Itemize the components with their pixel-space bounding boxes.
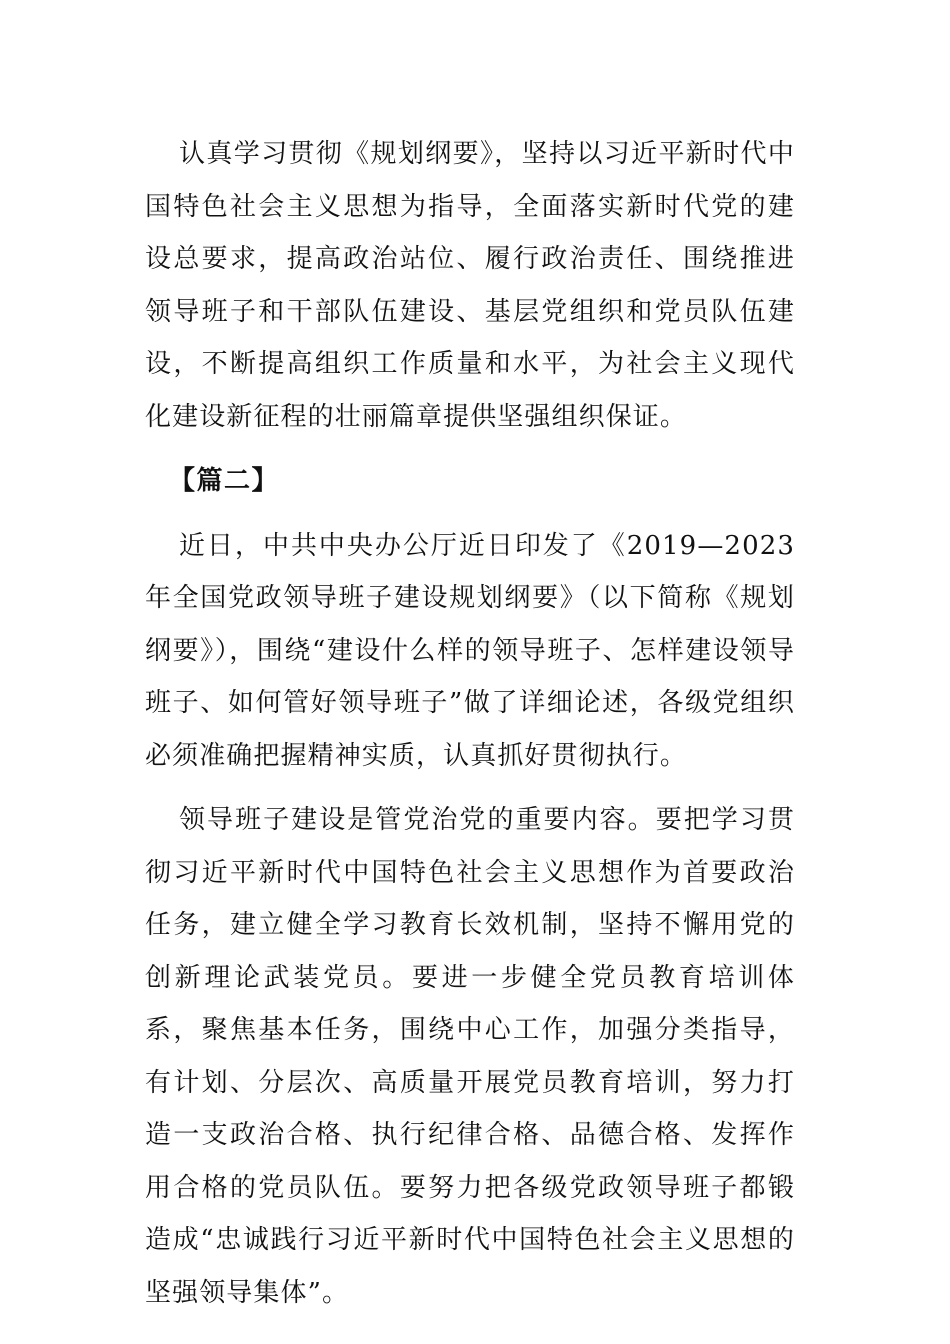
paragraph-2: 近日，中共中央办公厅近日印发了《2019—2023年全国党政领导班子建设规划纲要》（以下简称《规划纲要》），围绕“建设什么样的领导班子、怎样建设领导班子、如何管好领导班子”做了详细论述，各级党组织必须准确把握精神实质，认真抓好贯彻执行。 [145, 530, 795, 771]
paragraph-3: 领导班子建设是管党治党的重要内容。要把学习贯彻习近平新时代中国特色社会主义思想作为首要政治任务，建立健全学习教育长效机制，坚持不懈用党的创新理论武装党员。要进一步健全党员教育培训体系，聚焦基本任务，围绕中心工作，加强分类指导，有计划、分层次、高质量开展党员教育培训，努力打造一支政治合格、执行纪律合格、品德合格、发挥作用合格的党员队伍。要努力把各级党政领导班子都锻造成“忠诚践行习近平新时代中国特色社会主义思想的坚强领导集体”。 [145, 805, 795, 1308]
paragraph-1: 认真学习贯彻《规划纲要》，坚持以习近平新时代中国特色社会主义思想为指导，全面落实新时代党的建设总要求，提高政治站位、履行政治责任、围绕推进领导班子和干部队伍建设、基层党组织和党员队伍建设，不断提高组织工作质量和水平，为社会主义现代化建设新征程的壮丽篇章提供坚强组织保证。 [145, 139, 795, 432]
section-heading: 【篇二】 [169, 466, 280, 496]
document-body [145, 128, 795, 1331]
